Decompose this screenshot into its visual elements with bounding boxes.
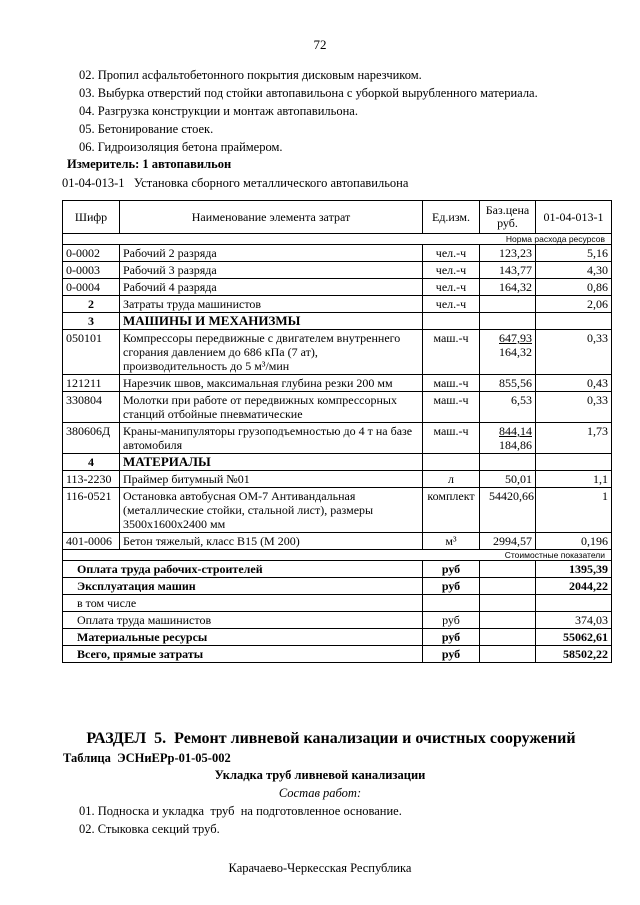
row-unit: маш.-ч: [423, 423, 480, 454]
work-item: 01. Подноска и укладка труб на подготовленное основание.: [79, 804, 402, 818]
row-value: 2,06: [536, 296, 612, 313]
row-price: [480, 296, 536, 313]
summary-name: Материальные ресурсы: [63, 629, 423, 646]
summary-row: [63, 629, 612, 646]
summary-name: Всего, прямые затраты: [63, 646, 423, 663]
row-name: Нарезчик швов, максимальная глубина резки 200 мм: [120, 375, 423, 392]
work-item: 04. Разгрузка конструкции и монтаж автопавильона.: [79, 104, 358, 118]
header-code: Шифр: [63, 201, 120, 234]
row-code: 116-0521: [63, 488, 120, 533]
row-name: Краны-манипуляторы грузоподъемностью до 4 т на базе автомобиля: [120, 423, 423, 454]
row-name: Остановка автобусная ОМ-7 Антивандальная (металлические стойки, стальной лист), размеры 3500x1600x2400 мм: [120, 488, 423, 533]
row-value: 1: [536, 488, 612, 533]
row-value: 4,30: [536, 262, 612, 279]
work-item: 02. Пропил асфальтобетонного покрытия дисковым нарезчиком.: [79, 68, 422, 82]
row-name: Рабочий 4 разряда: [120, 279, 423, 296]
summary-row: [63, 646, 612, 663]
row-value: 0,33: [536, 330, 612, 375]
row-value: 0,196: [536, 533, 612, 550]
summary-row: [63, 612, 612, 629]
resource-table: [62, 200, 612, 663]
table-row: [63, 245, 612, 262]
row-unit: чел.-ч: [423, 245, 480, 262]
summary-unit: руб: [423, 578, 480, 595]
table-row: [63, 279, 612, 296]
work-item: 05. Бетонирование стоек.: [79, 122, 214, 136]
row-name: Бетон тяжелый, класс В15 (М 200): [120, 533, 423, 550]
summary-name: в том числе: [63, 595, 423, 612]
row-price: 2994,57: [480, 533, 536, 550]
section-code: 3: [63, 313, 120, 330]
row-code: 0-0003: [63, 262, 120, 279]
section-title: МАТЕРИАЛЫ: [120, 454, 423, 471]
summary-value: 1395,39: [536, 561, 612, 578]
summary-value: [536, 595, 612, 612]
row-price: 855,56: [480, 375, 536, 392]
row-price: 143,77: [480, 262, 536, 279]
row-unit: маш.-ч: [423, 375, 480, 392]
table-header-row: [63, 201, 612, 234]
row-unit: л: [423, 471, 480, 488]
header-norm: 01-04-013-1: [536, 201, 612, 234]
norm-label: Норма расхода ресурсов: [63, 234, 612, 245]
work-item: 03. Выбурка отверстий под стойки автопавильона с уборкой вырубленного материала.: [79, 86, 538, 100]
table-row: [63, 296, 612, 313]
row-code: 2: [63, 296, 120, 313]
row-name: Праймер битумный №01: [120, 471, 423, 488]
summary-name: Оплата труда машинистов: [63, 612, 423, 629]
row-price: 6,53: [480, 392, 536, 423]
row-unit: чел.-ч: [423, 262, 480, 279]
price-primary: 844,14: [499, 424, 532, 438]
header-price: Баз.цена руб.: [480, 201, 536, 234]
row-code: 113-2230: [63, 471, 120, 488]
price-primary: 647,93: [499, 331, 532, 345]
row-unit: маш.-ч: [423, 392, 480, 423]
row-price: [480, 423, 536, 454]
row-value: 0,43: [536, 375, 612, 392]
row-value: 1,1: [536, 471, 612, 488]
row-name: Затраты труда машинистов: [120, 296, 423, 313]
section-title: РАЗДЕЛ 5. Ремонт ливневой канализации и очистных сооружений: [86, 730, 576, 747]
summary-unit: руб: [423, 561, 480, 578]
row-price: 123,23: [480, 245, 536, 262]
table-row: [63, 375, 612, 392]
cost-label: Стоимостные показатели: [63, 550, 612, 561]
header-unit: Ед.изм.: [423, 201, 480, 234]
row-unit: чел.-ч: [423, 296, 480, 313]
table-row: [63, 533, 612, 550]
summary-name: Оплата труда рабочих-строителей: [63, 561, 423, 578]
row-name: Компрессоры передвижные с двигателем внутреннего сгорания давлением до 686 кПа (7 ат), производительность до 5 м³/мин: [120, 330, 423, 375]
table-row: [63, 423, 612, 454]
summary-row: [63, 595, 612, 612]
row-price: 50,01: [480, 471, 536, 488]
row-unit: комплект: [423, 488, 480, 533]
row-code: 050101: [63, 330, 120, 375]
section-code: 4: [63, 454, 120, 471]
table-row: [63, 262, 612, 279]
summary-unit: руб: [423, 629, 480, 646]
table-id: Таблица ЭСНиЕРр-01-05-002: [63, 751, 231, 765]
row-price: [480, 330, 536, 375]
row-code: 121211: [63, 375, 120, 392]
row-code: 0-0004: [63, 279, 120, 296]
summary-unit: [423, 595, 480, 612]
page-number: 72: [313, 37, 327, 52]
table-row: [63, 392, 612, 423]
row-code: 380606Д: [63, 423, 120, 454]
row-code: 401-0006: [63, 533, 120, 550]
table-row: [63, 488, 612, 533]
table-row: [63, 330, 612, 375]
row-name: Рабочий 3 разряда: [120, 262, 423, 279]
row-value: 0,86: [536, 279, 612, 296]
footer-region: Карачаево-Черкесская Республика: [228, 861, 412, 875]
summary-value: 2044,22: [536, 578, 612, 595]
norm-code-line: 01-04-013-1 Установка сборного металлического автопавильона: [62, 176, 409, 190]
row-unit: м³: [423, 533, 480, 550]
subtitle: Укладка труб ливневой канализации: [214, 768, 426, 782]
row-code: 0-0002: [63, 245, 120, 262]
summary-unit: руб: [423, 612, 480, 629]
work-item: 06. Гидроизоляция бетона праймером.: [79, 140, 283, 154]
summary-value: 55062,61: [536, 629, 612, 646]
row-value: 1,73: [536, 423, 612, 454]
row-name: Рабочий 2 разряда: [120, 245, 423, 262]
summary-value: 374,03: [536, 612, 612, 629]
table-row: [63, 471, 612, 488]
row-price: 164,32: [480, 279, 536, 296]
row-unit: чел.-ч: [423, 279, 480, 296]
row-name: Молотки при работе от передвижных компрессорных станций отбойные пневматические: [120, 392, 423, 423]
header-name: Наименование элемента затрат: [120, 201, 423, 234]
price-secondary: 184,86: [499, 438, 532, 452]
norm-label-row: [63, 234, 612, 245]
summary-row: [63, 561, 612, 578]
summary-name: Эксплуатация машин: [63, 578, 423, 595]
price-secondary: 164,32: [499, 345, 532, 359]
row-price: 54420,66: [480, 488, 536, 533]
row-unit: маш.-ч: [423, 330, 480, 375]
row-value: 0,33: [536, 392, 612, 423]
summary-value: 58502,22: [536, 646, 612, 663]
summary-unit: руб: [423, 646, 480, 663]
row-value: 5,16: [536, 245, 612, 262]
section-title: МАШИНЫ И МЕХАНИЗМЫ: [120, 313, 423, 330]
row-code: 330804: [63, 392, 120, 423]
cost-label-row: [63, 550, 612, 561]
meter-label: Измеритель: 1 автопавильон: [67, 157, 232, 171]
summary-row: [63, 578, 612, 595]
work-composition-label: Состав работ:: [278, 786, 362, 800]
section-row: [63, 454, 612, 471]
work-item: 02. Стыковка секций труб.: [79, 822, 220, 836]
section-row: [63, 313, 612, 330]
